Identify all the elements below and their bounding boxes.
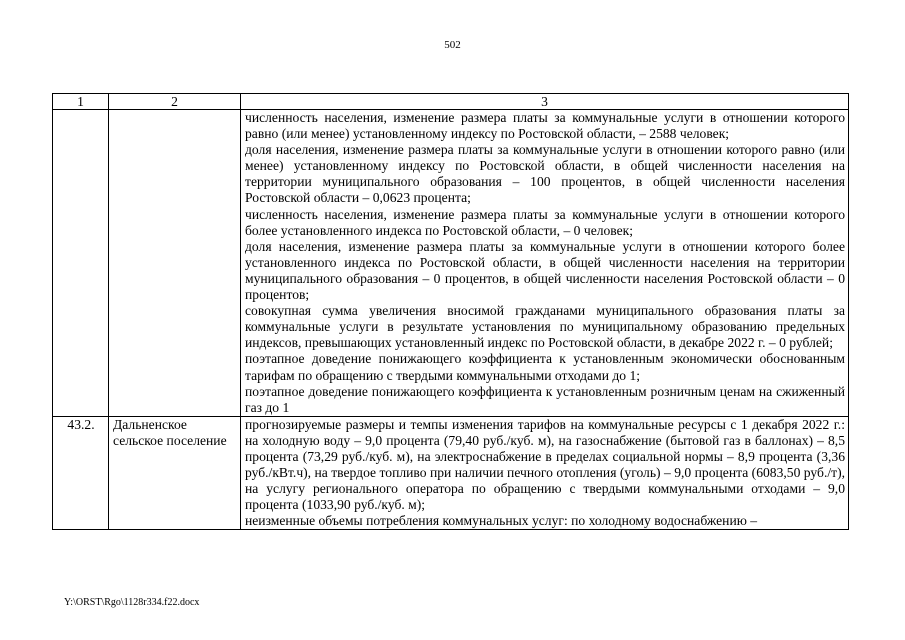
table-row	[53, 110, 849, 417]
indicators-cell	[241, 110, 849, 417]
document-file-path: Y:\ORST\Rgo\1128r334.f22.docx	[64, 597, 200, 608]
row-number-cell: 43.2.	[53, 416, 109, 530]
column-header-3: 3	[241, 94, 849, 110]
indicator-paragraph: численность населения, изменение размера платы за коммунальные услуги в отношении которого равно (или менее) установленному индексу по Ростовской области, – 2588 человек;	[245, 110, 845, 142]
column-header-2: 2	[109, 94, 241, 110]
indicator-paragraph: прогнозируемые размеры и темпы изменения тарифов на коммунальные ресурсы с 1 декабря 2022 г.: на холодную воду – 9,0 процента (79,40 руб./куб. м), на газоснабжение (бытовой газ в баллонах) – 8,5 процента (73,29 руб./куб. м), на электроснабжение в пределах социальной нормы – 8,9 процента (3,36 руб./кВт.ч), на твердое топливо при наличии печного отопления (уголь) – 9,0 процента (6083,50 руб./т), на услугу регионального оператора по обращению с твердыми коммунальными отходами – 9,0 процента (1033,90 руб./куб. м);	[245, 416, 845, 513]
indicator-paragraph: доля населения, изменение размера платы за коммунальные услуги в отношении которого более установленного индекса по Ростовской области, в общей численности населения на территории муниципального образования – 0 процентов, в общей численности населения Ростовской области – 0 процентов;	[245, 238, 845, 303]
indicator-paragraph: поэтапное доведение понижающего коэффициента к установленным экономически обоснованным тарифам по обращению с твердыми коммунальными отходами до 1;	[245, 351, 845, 383]
table-header-row	[53, 94, 849, 110]
document-table	[52, 93, 849, 530]
row-number-cell	[53, 110, 109, 417]
settlement-name-cell	[109, 110, 241, 417]
page-number: 502	[444, 39, 461, 51]
indicator-paragraph: численность населения, изменение размера платы за коммунальные услуги в отношении которого более установленного индекса по Ростовской области, – 0 человек;	[245, 206, 845, 238]
indicator-paragraph: совокупная сумма увеличения вносимой гражданами муниципального образования платы за коммунальные услуги в результате установления по муниципальному образованию предельных индексов, превышающих установленный индекс по Ростовской области, в декабре 2022 г. – 0 рублей;	[245, 303, 845, 351]
indicator-paragraph: доля населения, изменение размера платы за коммунальные услуги в отношении которого равно (или менее) установленному индексу по Ростовской области, в общей численности населения на территории муниципального образования – 100 процентов, в общей численности населения Ростовской области – 0,0623 процента;	[245, 142, 845, 206]
indicator-paragraph: неизменные объемы потребления коммунальных услуг: по холодному водоснабжению –	[245, 513, 758, 529]
settlement-name-cell: Дальненское сельское поселение	[109, 416, 241, 530]
indicator-paragraph: поэтапное доведение понижающего коэффициента к установленным розничным ценам на сжиженный газ до 1	[245, 383, 845, 415]
table-row	[53, 416, 849, 530]
indicators-cell	[241, 416, 849, 530]
column-header-1: 1	[53, 94, 109, 110]
